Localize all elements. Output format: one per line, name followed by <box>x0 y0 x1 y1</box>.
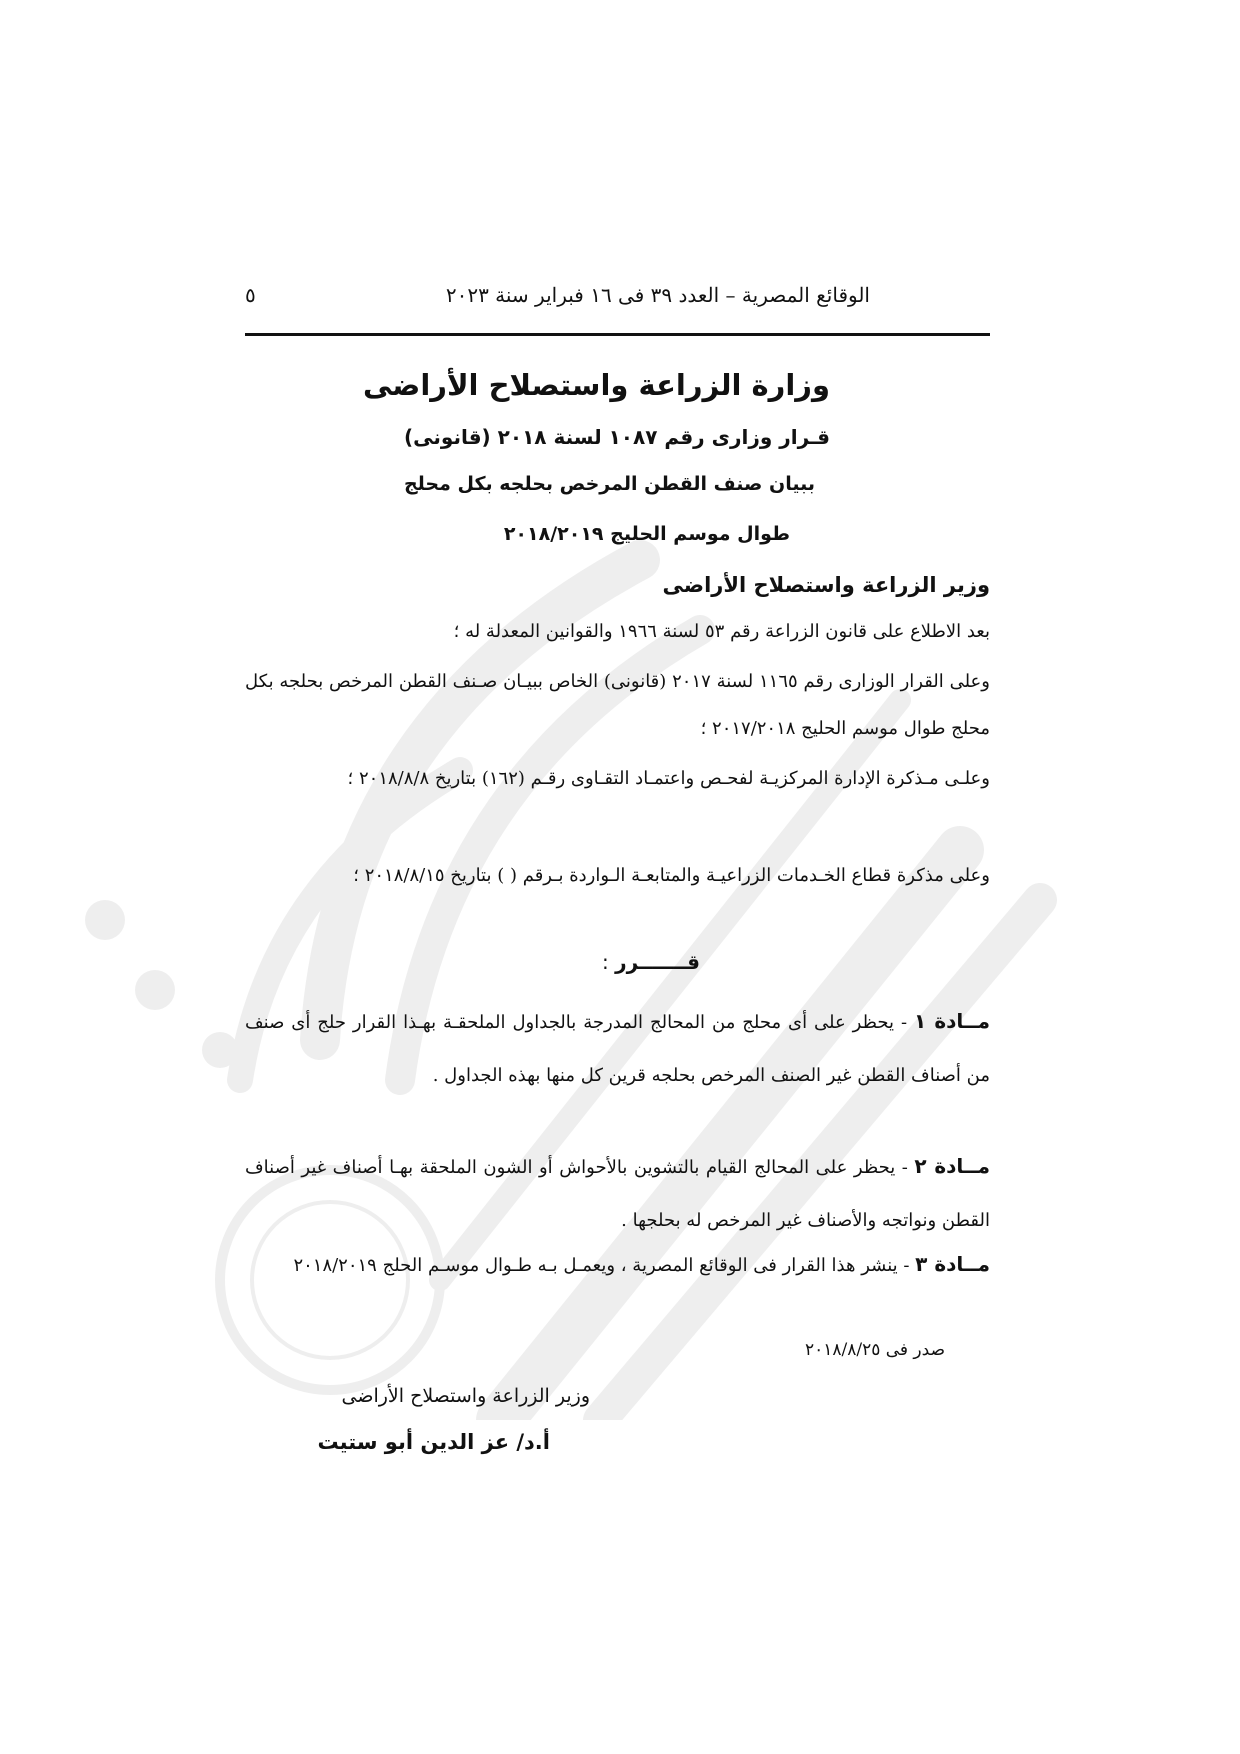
preamble-paragraph: وعلـى مـذكرة الإدارة المركزيـة لفحـص واعتمـاد التقـاوى رقـم (١٦٢) بتاريخ ٢٠١٨/٨/٨ ؛ <box>347 768 990 789</box>
page-number: ٥ <box>245 283 256 307</box>
article-label: مــادة ٣ <box>915 1252 990 1276</box>
issued-date: صدر فى ٢٠١٨/٨/٢٥ <box>804 1340 945 1360</box>
article-2 <box>245 1140 990 1247</box>
preamble-paragraph: وعلى مذكرة قطاع الخـدمات الزراعيـة والمتابعـة الـواردة بـرقم ( ) بتاريخ ٢٠١٨/٨/١٥ ؛ <box>353 865 990 886</box>
signatory-name: أ.د/ عز الدين أبو ستيت <box>317 1430 550 1454</box>
decided-suffix: : <box>601 950 616 974</box>
article-text: - ينشر هذا القرار فى الوقائع المصرية ، ويعمـل بـه طـوال موسـم الحلج ٢٠١٨/٢٠١٩ <box>293 1255 916 1276</box>
minister-heading: وزير الزراعة واستصلاح الأراضى <box>662 573 990 597</box>
preamble-paragraph: وعلى القرار الوزارى رقم ١١٦٥ لسنة ٢٠١٧ (قانونى) الخاص ببيـان صـنف القطن المرخص بحلجه بكل محلج طوال موسم الحليج ٢٠١٧/٢٠١٨ ؛ <box>245 671 990 739</box>
article-text: - يحظر على المحالج القيام بالتشوين بالأحواش أو الشون الملحقة بهـا أصناف غير أصناف القطن ونواتجه والأصناف غير المرخص له بحلجها . <box>245 1157 990 1231</box>
signatory-title: وزير الزراعة واستصلاح الأراضى <box>341 1385 590 1407</box>
decree-subject-line-1: ببيان صنف القطن المرخص بحلجه بكل محلج <box>403 473 815 495</box>
article-label: مــادة ٢ <box>914 1154 990 1178</box>
decided-heading <box>602 950 700 974</box>
article-1 <box>245 995 990 1102</box>
decree-subject-line-2: طوال موسم الحليج ٢٠١٨/٢٠١٩ <box>503 523 790 545</box>
preamble-paragraph: بعد الاطلاع على قانون الزراعة رقم ٥٣ لسنة ١٩٦٦ والقوانين المعدلة له ؛ <box>453 621 990 642</box>
ministry-title: وزارة الزراعة واستصلاح الأراضى <box>362 368 830 402</box>
decree-title: قـرار وزارى رقم ١٠٨٧ لسنة ٢٠١٨ (قانونى) <box>404 425 830 449</box>
header-rule <box>245 333 990 336</box>
decided-label: قـــــــرر <box>615 950 700 974</box>
article-text: - يحظر على أى محلج من المحالج المدرجة بالجداول الملحقـة بهـذا القرار حلج أى صنف من أصناف القطن غير الصنف المرخص بحلجه قرين كل منها بهذه الجداول . <box>245 1012 990 1086</box>
article-label: مــادة ١ <box>913 1009 990 1033</box>
page-header <box>245 283 990 319</box>
header-title: الوقائع المصرية – العدد ٣٩ فى ١٦ فبراير سنة ٢٠٢٣ <box>445 283 870 307</box>
article-3 <box>245 1238 990 1292</box>
